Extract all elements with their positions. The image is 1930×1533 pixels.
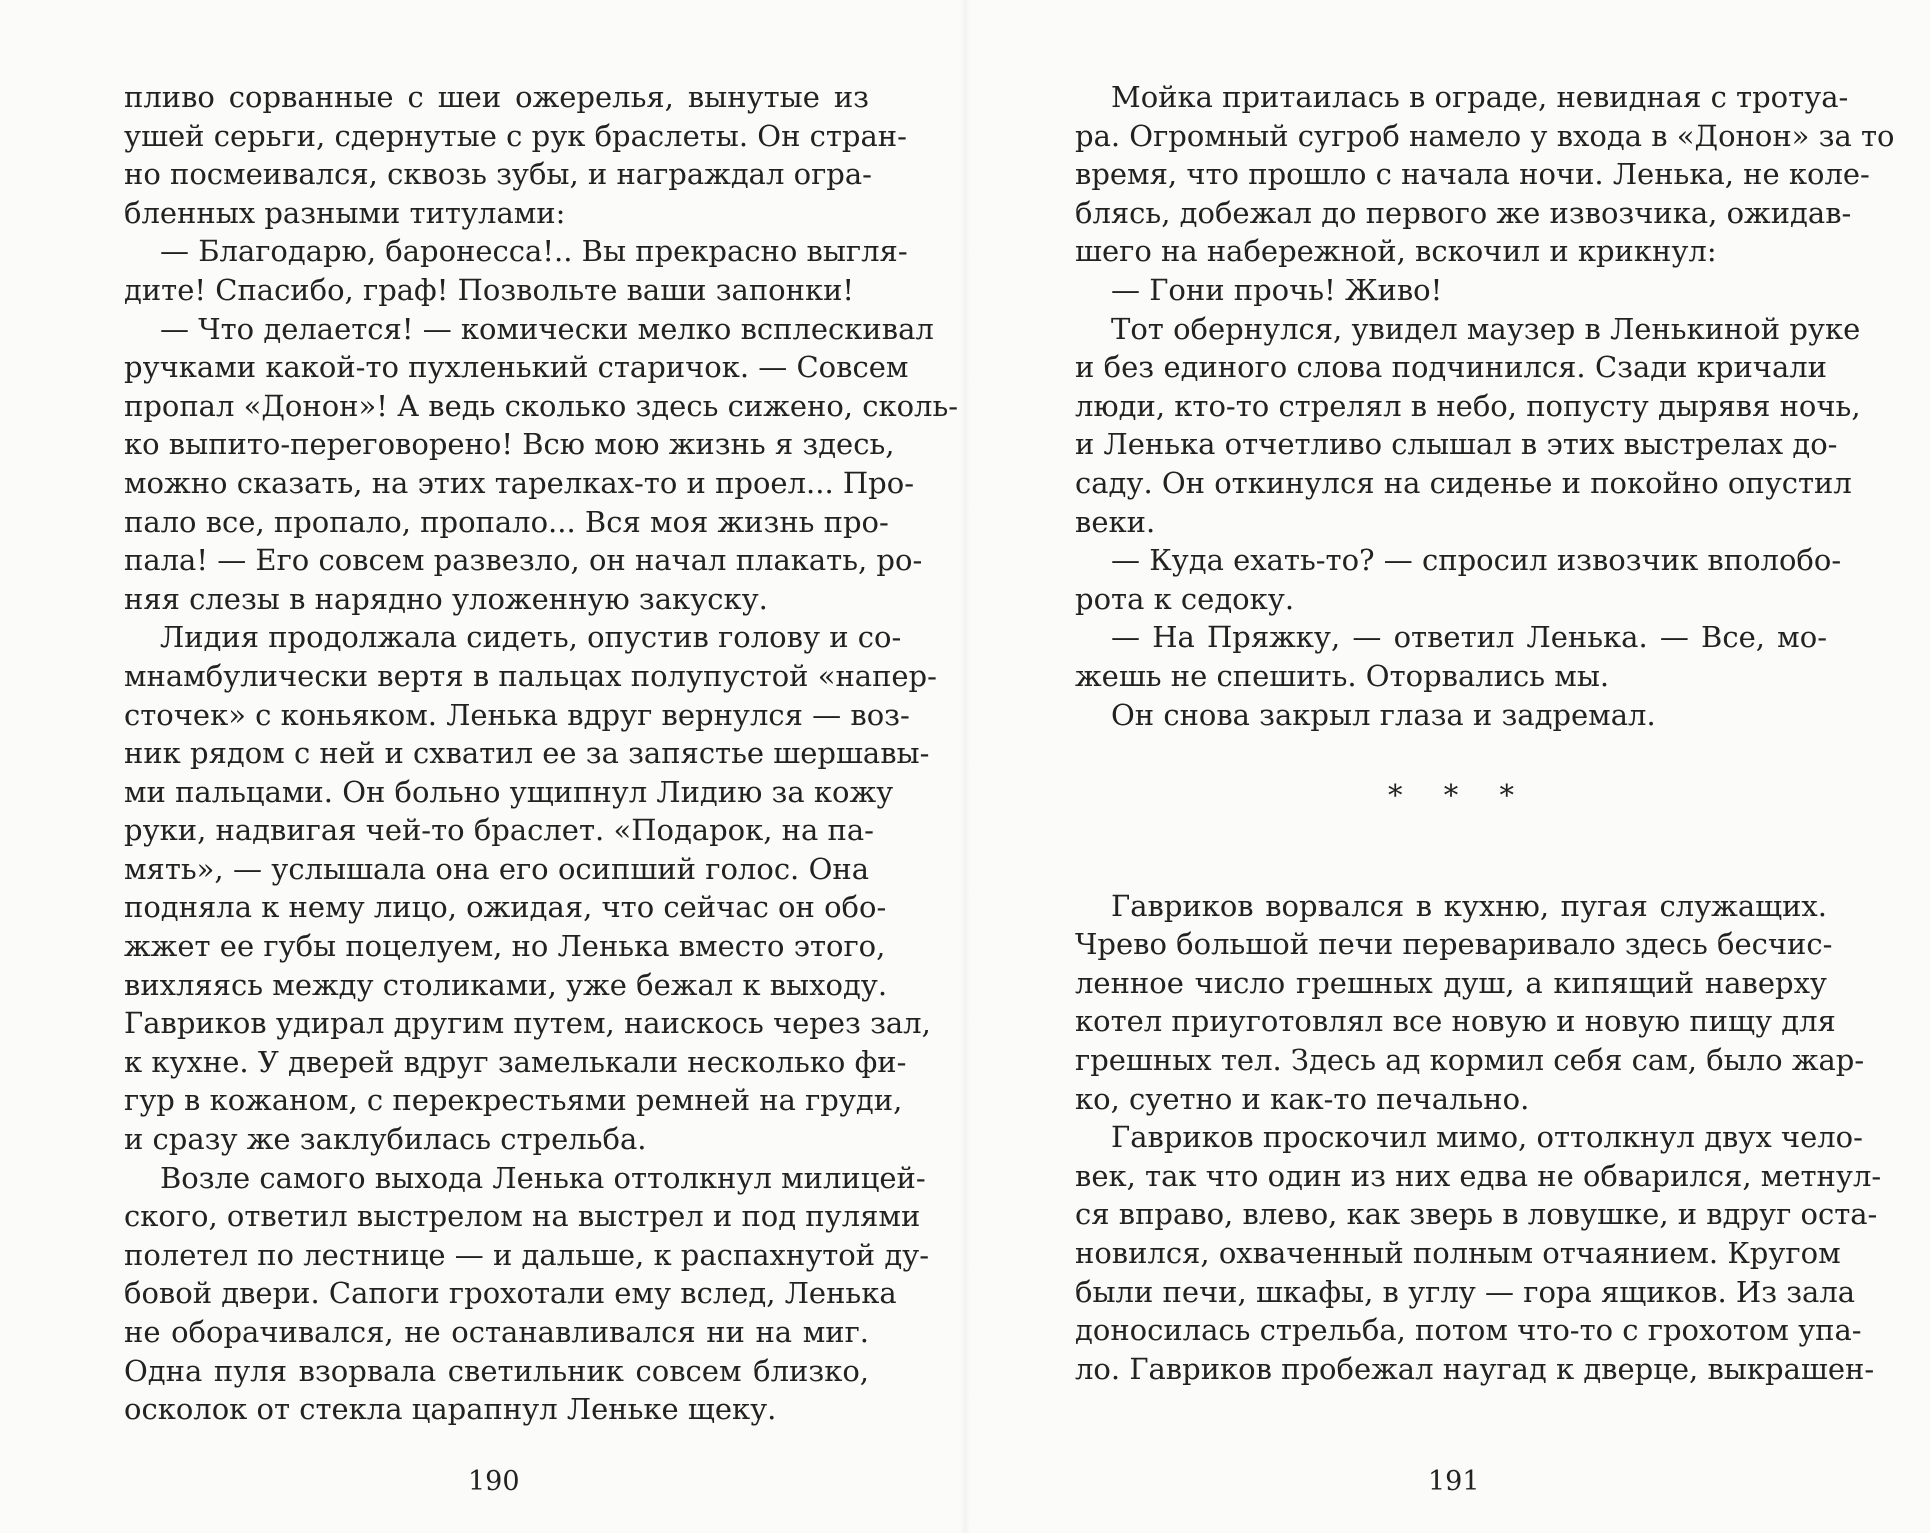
- text-line: Одна пуля взорвала светильник совсем близко,: [124, 1353, 869, 1388]
- text-line: — Благодарю, баронесса!.. Вы прекрасно выгля-: [160, 234, 908, 269]
- text-line: Гавриков проскочил мимо, оттолкнул двух чело-: [1111, 1120, 1863, 1155]
- text-line: и без единого слова подчинился. Сзади кричали: [1075, 350, 1827, 385]
- text-line: Тот обернулся, увидел маузер в Ленькиной руке: [1111, 311, 1861, 346]
- text-line: жжет ее губы поцелуем, но Ленька вместо этого,: [124, 929, 886, 964]
- text-line: ручками какой-то пухленький старичок. — Совсем: [124, 350, 909, 385]
- text-line: подняла к нему лицо, ожидая, что сейчас он обо-: [124, 890, 887, 925]
- right-page-section-before: [1075, 78, 1895, 734]
- text-line: ра. Огромный сугроб намело у входа в «Донон» за то: [1075, 118, 1895, 153]
- text-line: мнамбулически вертя в пальцах полупустой «напер-: [124, 658, 937, 693]
- text-line: саду. Он откинулся на сиденье и покойно опустил: [1075, 465, 1852, 500]
- text-line: — Что делается! — комически мелко всплескивал: [160, 311, 934, 346]
- text-line: ушей серьги, сдернутые с рук браслеты. Он стран-: [124, 118, 907, 153]
- text-line: сточек» с коньяком. Ленька вдруг вернулся — воз-: [124, 697, 910, 732]
- text-line: бленных разными титулами:: [124, 195, 566, 230]
- right-page-number: 191: [1428, 1466, 1480, 1497]
- text-line: осколок от стекла царапнул Леньке щеку.: [124, 1392, 777, 1427]
- text-line: пливо сорванные с шеи ожерелья, вынутые из: [124, 80, 869, 114]
- text-line: были печи, шкафы, в углу — гора ящиков. Из зала: [1075, 1274, 1856, 1309]
- text-line: котел приуготовлял все новую и новую пищу для: [1075, 1004, 1836, 1039]
- text-line: Возле самого выхода Ленька оттолкнул милицей-: [160, 1160, 926, 1195]
- text-line: — Куда ехать-то? — спросил извозчик вполобо-: [1111, 543, 1842, 578]
- left-page-number: 190: [468, 1466, 520, 1497]
- right-page-text: [1075, 78, 1895, 1388]
- text-line: Мойка притаилась в ограде, невидная с тротуа-: [1111, 80, 1849, 114]
- text-line: ся вправо, влево, как зверь в ловушке, и вдруг оста-: [1075, 1197, 1878, 1232]
- text-line: и Ленька отчетливо слышал в этих выстрелах до-: [1075, 427, 1838, 462]
- text-line: Он снова закрыл глаза и задремал.: [1111, 697, 1656, 732]
- text-line: Лидия продолжала сидеть, опустив голову и со-: [160, 620, 902, 655]
- text-line: полетел по лестнице — и дальше, к распахнутой ду-: [124, 1237, 930, 1272]
- text-line: бовой двери. Сапоги грохотали ему вслед, Ленька: [124, 1276, 897, 1311]
- text-line: доносилась стрельба, потом что-то с грохотом упа-: [1075, 1313, 1862, 1348]
- text-line: но посмеивался, сквозь зубы, и награждал огра-: [124, 157, 872, 192]
- text-line: няя слезы в нарядно уложенную закуску.: [124, 581, 768, 616]
- text-line: ленное число грешных душ, а кипящий наверху: [1075, 965, 1827, 1000]
- text-line: пропал «Донон»! А ведь сколько здесь сижено, сколь-: [124, 388, 959, 423]
- text-line: люди, кто-то стрелял в небо, попусту дырявя ночь,: [1075, 388, 1861, 423]
- text-line: пало все, пропало, пропало... Вся моя жизнь про-: [124, 504, 889, 539]
- text-line: жешь не спешить. Оторвались мы.: [1075, 658, 1610, 693]
- text-line: ник рядом с ней и схватил ее за запястье шершавы-: [124, 736, 930, 771]
- text-line: ского, ответил выстрелом на выстрел и под пулями: [124, 1199, 921, 1234]
- text-line: Гавриков удирал другим путем, наискось через зал,: [124, 1006, 931, 1041]
- right-page-section-after: [1075, 887, 1882, 1389]
- text-line: веки.: [1075, 504, 1156, 539]
- text-line: гур в кожаном, с перекрестьями ремней на груди,: [124, 1083, 903, 1118]
- text-line: и сразу же заклубилась стрельба.: [124, 1122, 647, 1157]
- text-line: к кухне. У дверей вдруг замелькали несколько фи-: [124, 1044, 907, 1079]
- left-page-text: [124, 78, 959, 1429]
- text-line: грешных тел. Здесь ад кормил себя сам, было жар-: [1075, 1043, 1865, 1078]
- text-line: не оборачивался, не останавливался ни на миг.: [124, 1315, 869, 1349]
- text-line: руки, надвигая чей-то браслет. «Подарок, на па-: [124, 813, 874, 848]
- text-line: — Гони прочь! Живо!: [1111, 272, 1443, 307]
- text-line: ми пальцами. Он больно ущипнул Лидию за кожу: [124, 774, 894, 809]
- text-line: ко выпито-переговорено! Всю мою жизнь я здесь,: [124, 427, 895, 462]
- scene-break: * * *: [1388, 778, 1530, 813]
- text-line: мять», — услышала она его осипший голос. Она: [124, 851, 869, 886]
- text-line: Чрево большой печи переваривало здесь бесчис-: [1075, 927, 1833, 962]
- text-line: дите! Спасибо, граф! Позвольте ваши запонки!: [124, 272, 855, 307]
- page-gutter: [960, 0, 970, 1533]
- text-line: вихляясь между столиками, уже бежал к выходу.: [124, 967, 888, 1002]
- text-line: Гавриков ворвался в кухню, пугая служащих.: [1111, 888, 1827, 923]
- text-line: век, так что один из них едва не обварился, метнул-: [1075, 1158, 1882, 1193]
- text-line: рота к седоку.: [1075, 581, 1295, 616]
- text-line: ло. Гавриков пробежал наугад к дверце, выкрашен-: [1075, 1351, 1875, 1386]
- text-line: блясь, добежал до первого же извозчика, ожидав-: [1075, 195, 1852, 230]
- text-line: время, что прошло с начала ночи. Ленька, не коле-: [1075, 157, 1870, 192]
- text-line: можно сказать, на этих тарелках-то и проел... Про-: [124, 465, 914, 500]
- text-line: новился, охваченный полным отчаянием. Кругом: [1075, 1236, 1841, 1271]
- text-line: ко, суетно и как-то печально.: [1075, 1081, 1530, 1116]
- text-line: пала! — Его совсем развезло, он начал плакать, ро-: [124, 543, 923, 578]
- text-line: шего на набережной, вскочил и крикнул:: [1075, 234, 1717, 269]
- text-line: — На Пряжку, — ответил Ленька. — Все, мо-: [1111, 620, 1827, 655]
